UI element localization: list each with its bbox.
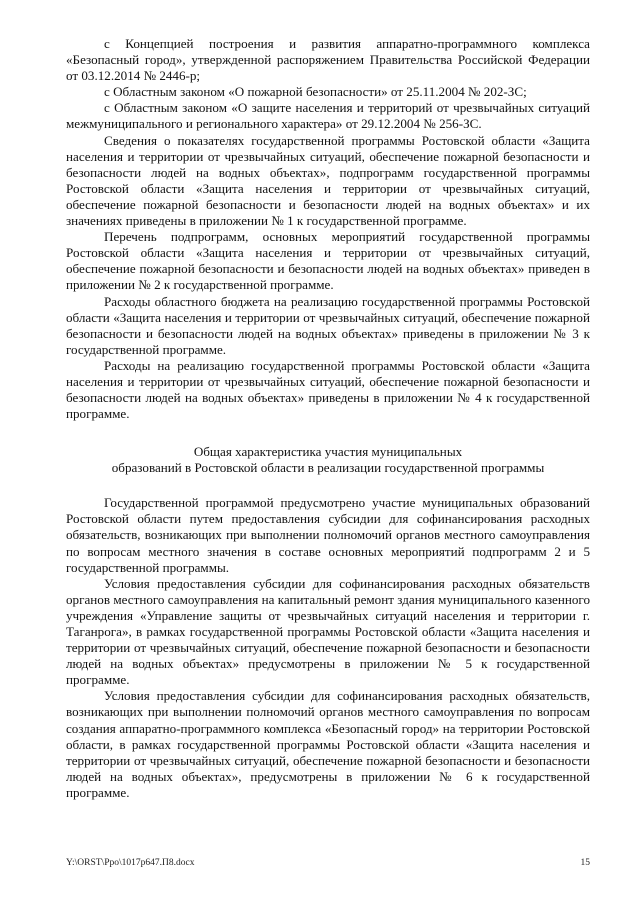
- paragraph-concept-reference: с Концепцией построения и развития аппаратно-программного комплекса «Безопасный город», утвержденной распоряжением Правительства Российской Федерации от 03.12.2014 № 2446-р;: [66, 36, 590, 84]
- paragraph-municipal-participation: Государственной программой предусмотрено участие муниципальных образований Ростовской области путем предоставления субсидии для софинансирования расходных обязательств, возникающих при выполнении полномочий органов местного самоуправления по вопросам местного значения в составе основных мероприятий подпрограмм 2 и 5 государственной программы.: [66, 495, 590, 575]
- section-heading-line-2: образований в Ростовской области в реализации государственной программы: [111, 460, 545, 476]
- footer-page-number: 15: [580, 858, 590, 868]
- section-heading: [66, 444, 590, 476]
- paragraphs-bottom: [66, 495, 590, 801]
- paragraphs-top: [66, 36, 590, 422]
- paragraph-subsidy-taganrog: Условия предоставления субсидии для софинансирования расходных обязательств органов местного самоуправления на капитальный ремонт здания муниципального казенного учреждения «Управление защиты от чрезвычайных ситуаций населения и территории г. Таганрога», в рамках государственной программы Ростовской области «Защита населения и территории от чрезвычайных ситуаций, обеспечение пожарной безопасности и безопасности людей на водных объектах» предусмотрены в приложении № 5 к государственной программе.: [66, 575, 590, 688]
- paragraph-subprograms-list: Перечень подпрограмм, основных мероприятий государственной программы Ростовской области «Защита населения и территории от чрезвычайных ситуаций, обеспечение пожарной безопасности и безопасности людей на водных объектах» приведен в приложении № 2 к государственной программе.: [66, 229, 590, 293]
- paragraph-program-expenses: Расходы на реализацию государственной программы Ростовской области «Защита населения и территории от чрезвычайных ситуаций, обеспечение пожарной безопасности и безопасности людей на водных объектах» приведены в приложении № 4 к государственной программе.: [66, 357, 590, 422]
- paragraph-emergency-law: с Областным законом «О защите населения и территорий от чрезвычайных ситуаций межмуниципального и регионального характера» от 29.12.2004 № 256-ЗС.: [66, 100, 590, 132]
- paragraph-regional-budget: Расходы областного бюджета на реализацию государственной программы Ростовской области «Защита населения и территории от чрезвычайных ситуаций, обеспечение пожарной безопасности и безопасности людей на водных объектах» приведены в приложении № 3 к государственной программе.: [66, 293, 590, 357]
- paragraph-indicators-info: Сведения о показателях государственной программы Ростовской области «Защита населения и территории от чрезвычайных ситуаций, обеспечение пожарной безопасности и безопасности людей на водных объектах», подпрограмм государственной программы Ростовской области «Защита населения и территории от чрезвычайных ситуаций, обеспечение пожарной безопасности и безопасности людей на водных объектах» и их значениях приведены в приложении № 1 к государственной программе.: [66, 132, 590, 229]
- section-heading-line-1: Общая характеристика участия муниципальных: [193, 444, 463, 460]
- document-page: [66, 36, 590, 801]
- footer-file-path: Y:\ORST\Ppo\1017p647.П8.docx: [66, 858, 195, 868]
- paragraph-subsidy-safe-city: Условия предоставления субсидии для софинансирования расходных обязательств, возникающих при выполнении полномочий органов местного самоуправления по вопросам создания аппаратно-программного комплекса «Безопасный город» на территории Ростовской области, в рамках государственной программы Ростовской области «Защита населения и территории от чрезвычайных ситуаций, обеспечение пожарной безопасности и безопасности людей на водных объектах», предусмотрены в приложении № 6 к государственной программе.: [66, 688, 590, 800]
- paragraph-fire-safety-law: с Областным законом «О пожарной безопасности» от 25.11.2004 № 202-ЗС;: [104, 84, 527, 100]
